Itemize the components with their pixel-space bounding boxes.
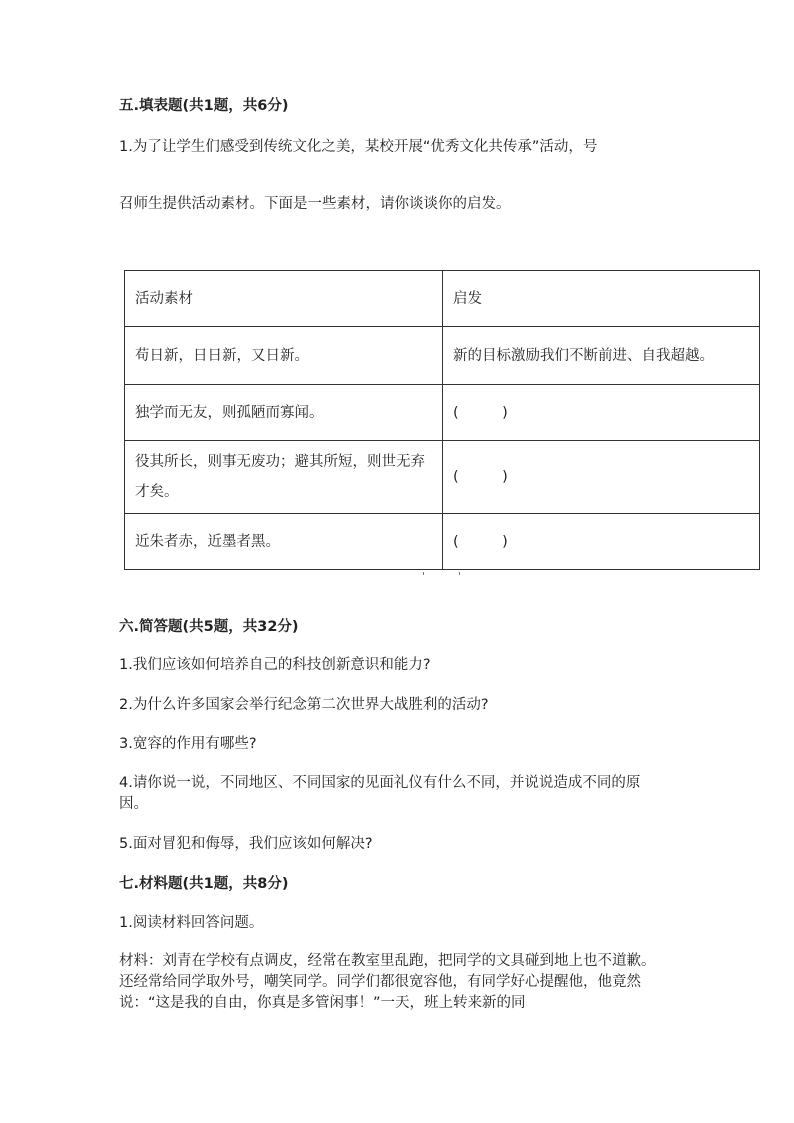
materials-table — [124, 270, 760, 570]
table-header-cell: 启发 — [443, 271, 760, 327]
section-6-heading: 六.简答题(共5题，共32分) — [119, 619, 299, 635]
answer-blank[interactable]: ( ) — [443, 385, 760, 441]
table-row — [125, 514, 760, 570]
section-7-heading: 七.材料题(共1题，共8分) — [119, 876, 289, 892]
table-cell: 独学而无友，则孤陋而寡闻。 — [125, 385, 443, 441]
answer-blank[interactable]: ( ) — [443, 514, 760, 570]
answer-blank[interactable]: ( ) — [443, 441, 760, 514]
section-7-material-text: 材料：刘青在学校有点调皮，经常在教室里乱跑，把同学的文具碰到地上也不道歉。还经常给同学取外号，嘲笑同学。同学们都很宽容他，有同学好心提醒他，他竟然说：“这是我的自由，你真是多管闲事！”一天，班上转来新的同 — [119, 953, 656, 1011]
section-6-question-1: 1.我们应该如何培养自己的科技创新意识和能力? — [119, 657, 431, 673]
table-cell: 近朱者赤，近墨者黑。 — [125, 514, 443, 570]
section-6-question-5: 5.面对冒犯和侮辱，我们应该如何解决? — [119, 836, 373, 852]
section-5-question-1-line-2: 召师生提供活动素材。下面是一些素材，请你谈谈你的启发。 — [119, 196, 511, 212]
table-tick-mark — [459, 572, 460, 575]
table-cell: 新的目标激励我们不断前进、自我超越。 — [443, 327, 760, 385]
table-row — [125, 385, 760, 441]
table-header-cell: 活动素材 — [125, 271, 443, 327]
table-row — [125, 327, 760, 385]
section-6-question-2: 2.为什么许多国家会举行纪念第二次世界大战胜利的活动? — [119, 697, 489, 713]
section-5-question-1-line-1: 1.为了让学生们感受到传统文化之美，某校开展“优秀文化共传承”活动，号 — [119, 139, 598, 155]
section-7-question-1: 1.阅读材料回答问题。 — [119, 915, 264, 931]
table-header-row — [125, 271, 760, 327]
section-5-heading: 五.填表题(共1题，共6分) — [119, 98, 289, 114]
table-row — [125, 441, 760, 514]
table-cell: 役其所长，则事无废功；避其所短，则世无弃才矣。 — [125, 441, 443, 514]
section-6-question-4: 4.请你说一说，不同地区、不同国家的见面礼仪有什么不同，并说说造成不同的原因。 — [119, 775, 641, 812]
table-cell: 苟日新，日日新，又日新。 — [125, 327, 443, 385]
section-6-question-3: 3.宽容的作用有哪些? — [119, 736, 257, 752]
table-tick-mark — [423, 572, 424, 575]
